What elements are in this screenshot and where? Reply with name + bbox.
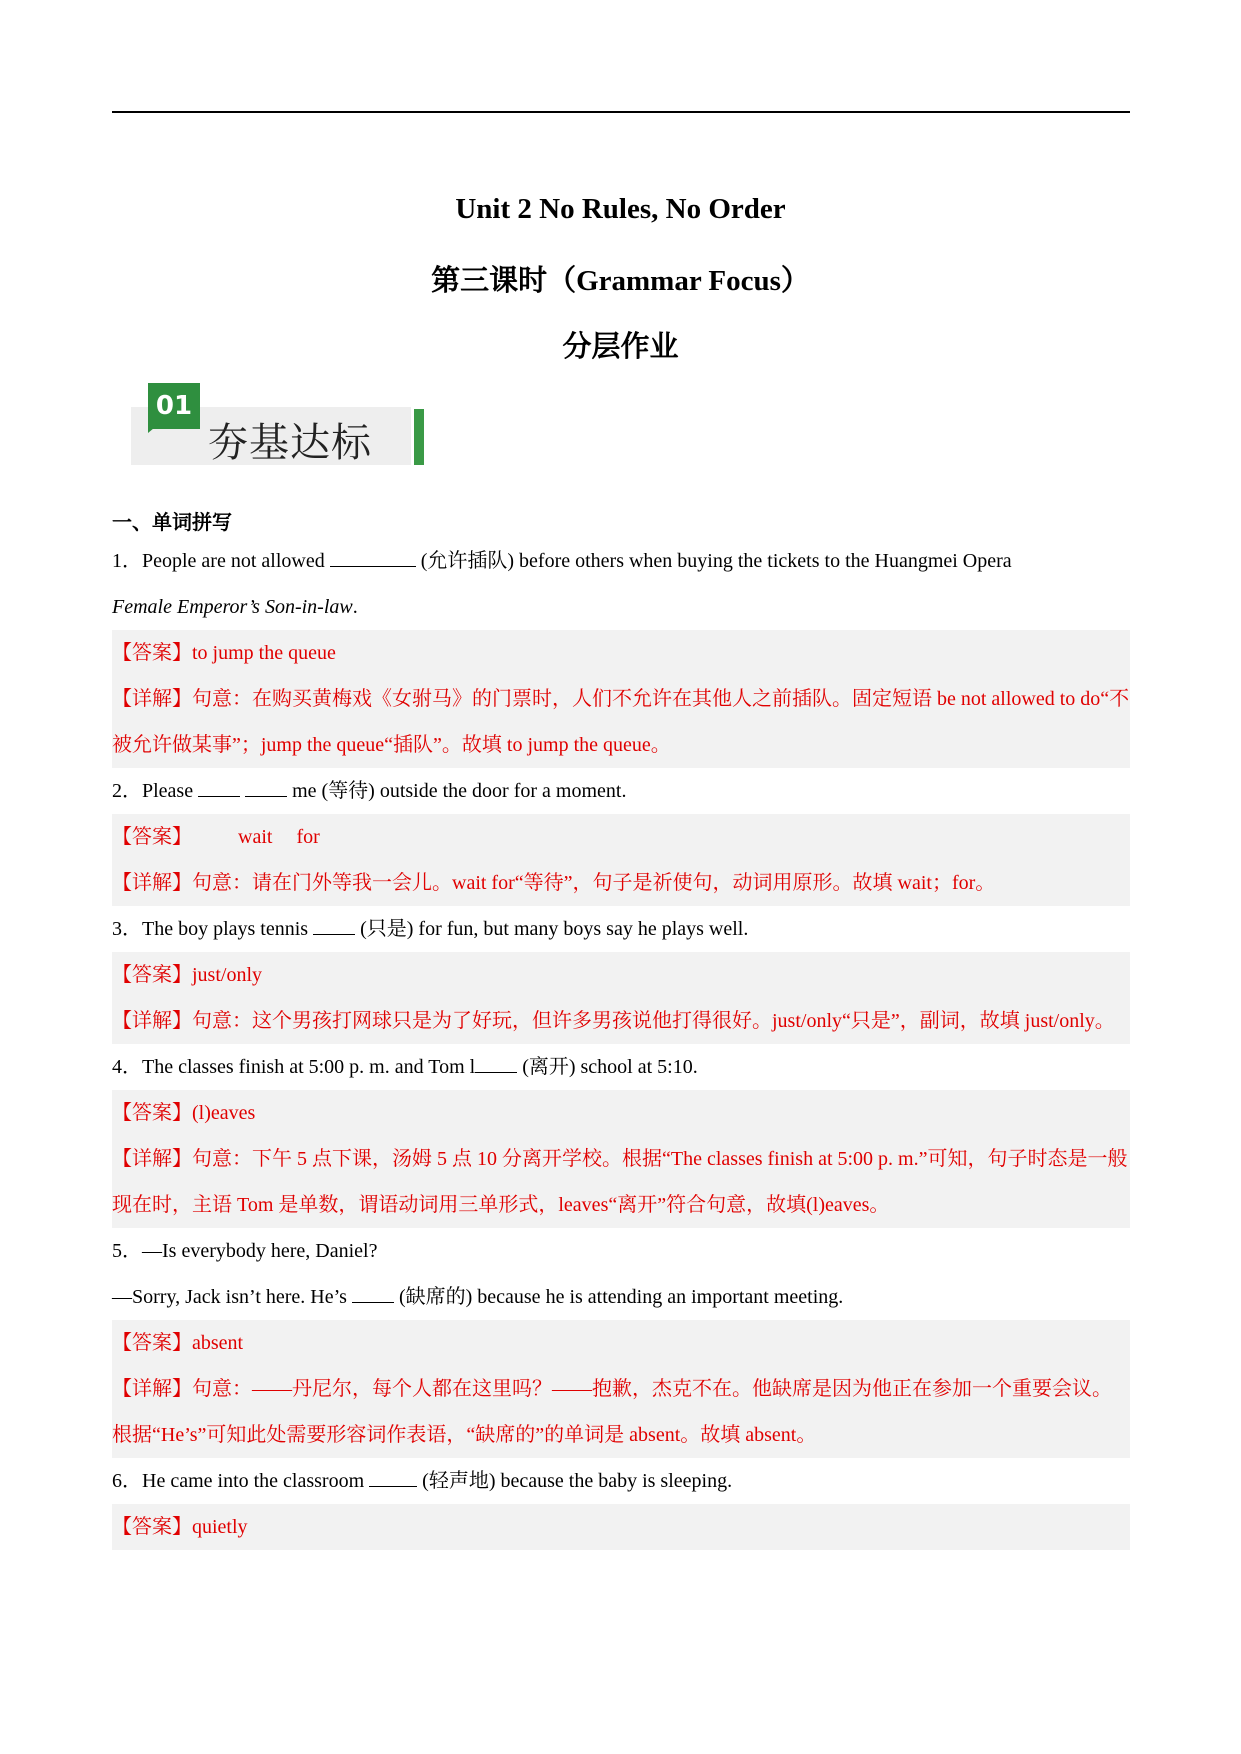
answer-blank: [313, 916, 355, 935]
question-3: [112, 906, 1130, 952]
answer-label: 【答案】: [112, 826, 192, 848]
exercise-content: [112, 508, 1130, 1550]
question-text: He came into the classroom: [142, 1470, 370, 1492]
explanation-text: 【详解】句意：请在门外等我一会儿。wait for“等待”，句子是祈使句，动词用原形。故填 wait；for。: [112, 872, 996, 894]
title-lesson: 第三课时（Grammar Focus）: [431, 265, 810, 297]
answer-text: 【答案】just/only: [112, 964, 263, 986]
question-number: 5．: [112, 1240, 142, 1262]
question-text: (允许插队) before others when buying the tickets to the Huangmei Opera: [415, 550, 1012, 572]
answer-5: [112, 1320, 1130, 1458]
question-text: (缺席的) because he is attending an important meeting.: [393, 1286, 844, 1308]
answer-text: [112, 814, 1130, 860]
question-5-reply: [112, 1274, 1130, 1320]
question-number: 2．: [112, 780, 142, 802]
answer-text: 【答案】(l)eaves: [112, 1102, 256, 1124]
answer-blank: [475, 1054, 517, 1073]
answer-blank: [369, 1468, 417, 1487]
answer-6: [112, 1504, 1130, 1550]
question-text: The classes finish at 5:00 p. m. and Tom l: [142, 1056, 476, 1078]
title-unit: Unit 2 No Rules, No Order: [455, 193, 786, 225]
answer-3: [112, 952, 1130, 1044]
section-heading: 一、单词拼写: [112, 512, 232, 534]
question-1-cont: [112, 584, 1130, 630]
answer-word: wait: [238, 826, 273, 848]
question-text: —Sorry, Jack isn’t here. He’s: [112, 1286, 352, 1308]
answer-blank: [352, 1284, 394, 1303]
answer-blank: [330, 548, 416, 567]
answer-2: [112, 814, 1130, 906]
question-number: 3．: [112, 918, 142, 940]
question-text: .: [352, 596, 358, 618]
question-text: The boy plays tennis: [142, 918, 314, 940]
explanation-text: 【详解】句意：这个男孩打网球只是为了好玩，但许多男孩说他打得很好。just/only“只是”，副词，故填 just/only。: [112, 1010, 1115, 1032]
answer-1: [112, 630, 1130, 768]
explanation-text: 【详解】句意：在购买黄梅戏《女驸马》的门票时，人们不允许在其他人之前插队。固定短语 be not allowed to do“不被允许做某事”；jump the queue“插队”。故填 to jump the queue。: [112, 688, 1130, 756]
question-6: [112, 1458, 1130, 1504]
question-5: [112, 1228, 1130, 1274]
question-2: [112, 768, 1130, 814]
explanation-text: 【详解】句意：——丹尼尔，每个人都在这里吗？——抱歉，杰克不在。他缺席是因为他正在参加一个重要会议。根据“He’s”可知此处需要形容词作表语，“缺席的”的单词是 absent。故填 absent。: [112, 1378, 1112, 1446]
answer-text: 【答案】to jump the queue: [112, 642, 336, 664]
answer-blank: [198, 778, 240, 797]
question-number: 1．: [112, 550, 142, 572]
answer-text: 【答案】absent: [112, 1332, 244, 1354]
question-text: me (等待) outside the door for a moment.: [287, 780, 627, 802]
title-homework: 分层作业: [562, 331, 679, 363]
question-text: People are not allowed: [142, 550, 330, 572]
question-text: (只是) for fun, but many boys say he plays well.: [355, 918, 749, 940]
badge-tail-icon: [148, 423, 160, 433]
explanation-text: 【详解】句意：下午 5 点下课，汤姆 5 点 10 分离开学校。根据“The classes finish at 5:00 p. m.”可知，句子时态是一般现在时，主语 Tom 是单数，谓语动词用三单形式，leaves“离开”符合句意，故填(l)eaves。: [112, 1148, 1128, 1216]
opera-title: Female Emperor’s Son-in-law: [112, 596, 353, 618]
section-badge: [131, 383, 424, 465]
question-text: —Is everybody here, Daniel?: [142, 1240, 378, 1262]
answer-text: 【答案】quietly: [112, 1516, 248, 1538]
answer-blank: [245, 778, 287, 797]
question-text: (轻声地) because the baby is sleeping.: [417, 1470, 733, 1492]
question-number: 4．: [112, 1056, 142, 1078]
badge-number: 01: [148, 383, 200, 429]
badge-title: 夯基达标: [208, 420, 372, 466]
question-1: [112, 538, 1130, 584]
badge-bar: [414, 409, 424, 465]
question-number: 6．: [112, 1470, 142, 1492]
question-text: (离开) school at 5:10.: [517, 1056, 698, 1078]
header-rule: [112, 111, 1130, 113]
answer-4: [112, 1090, 1130, 1228]
answer-word: for: [296, 826, 320, 848]
question-text: Please: [142, 780, 199, 802]
question-4: [112, 1044, 1130, 1090]
